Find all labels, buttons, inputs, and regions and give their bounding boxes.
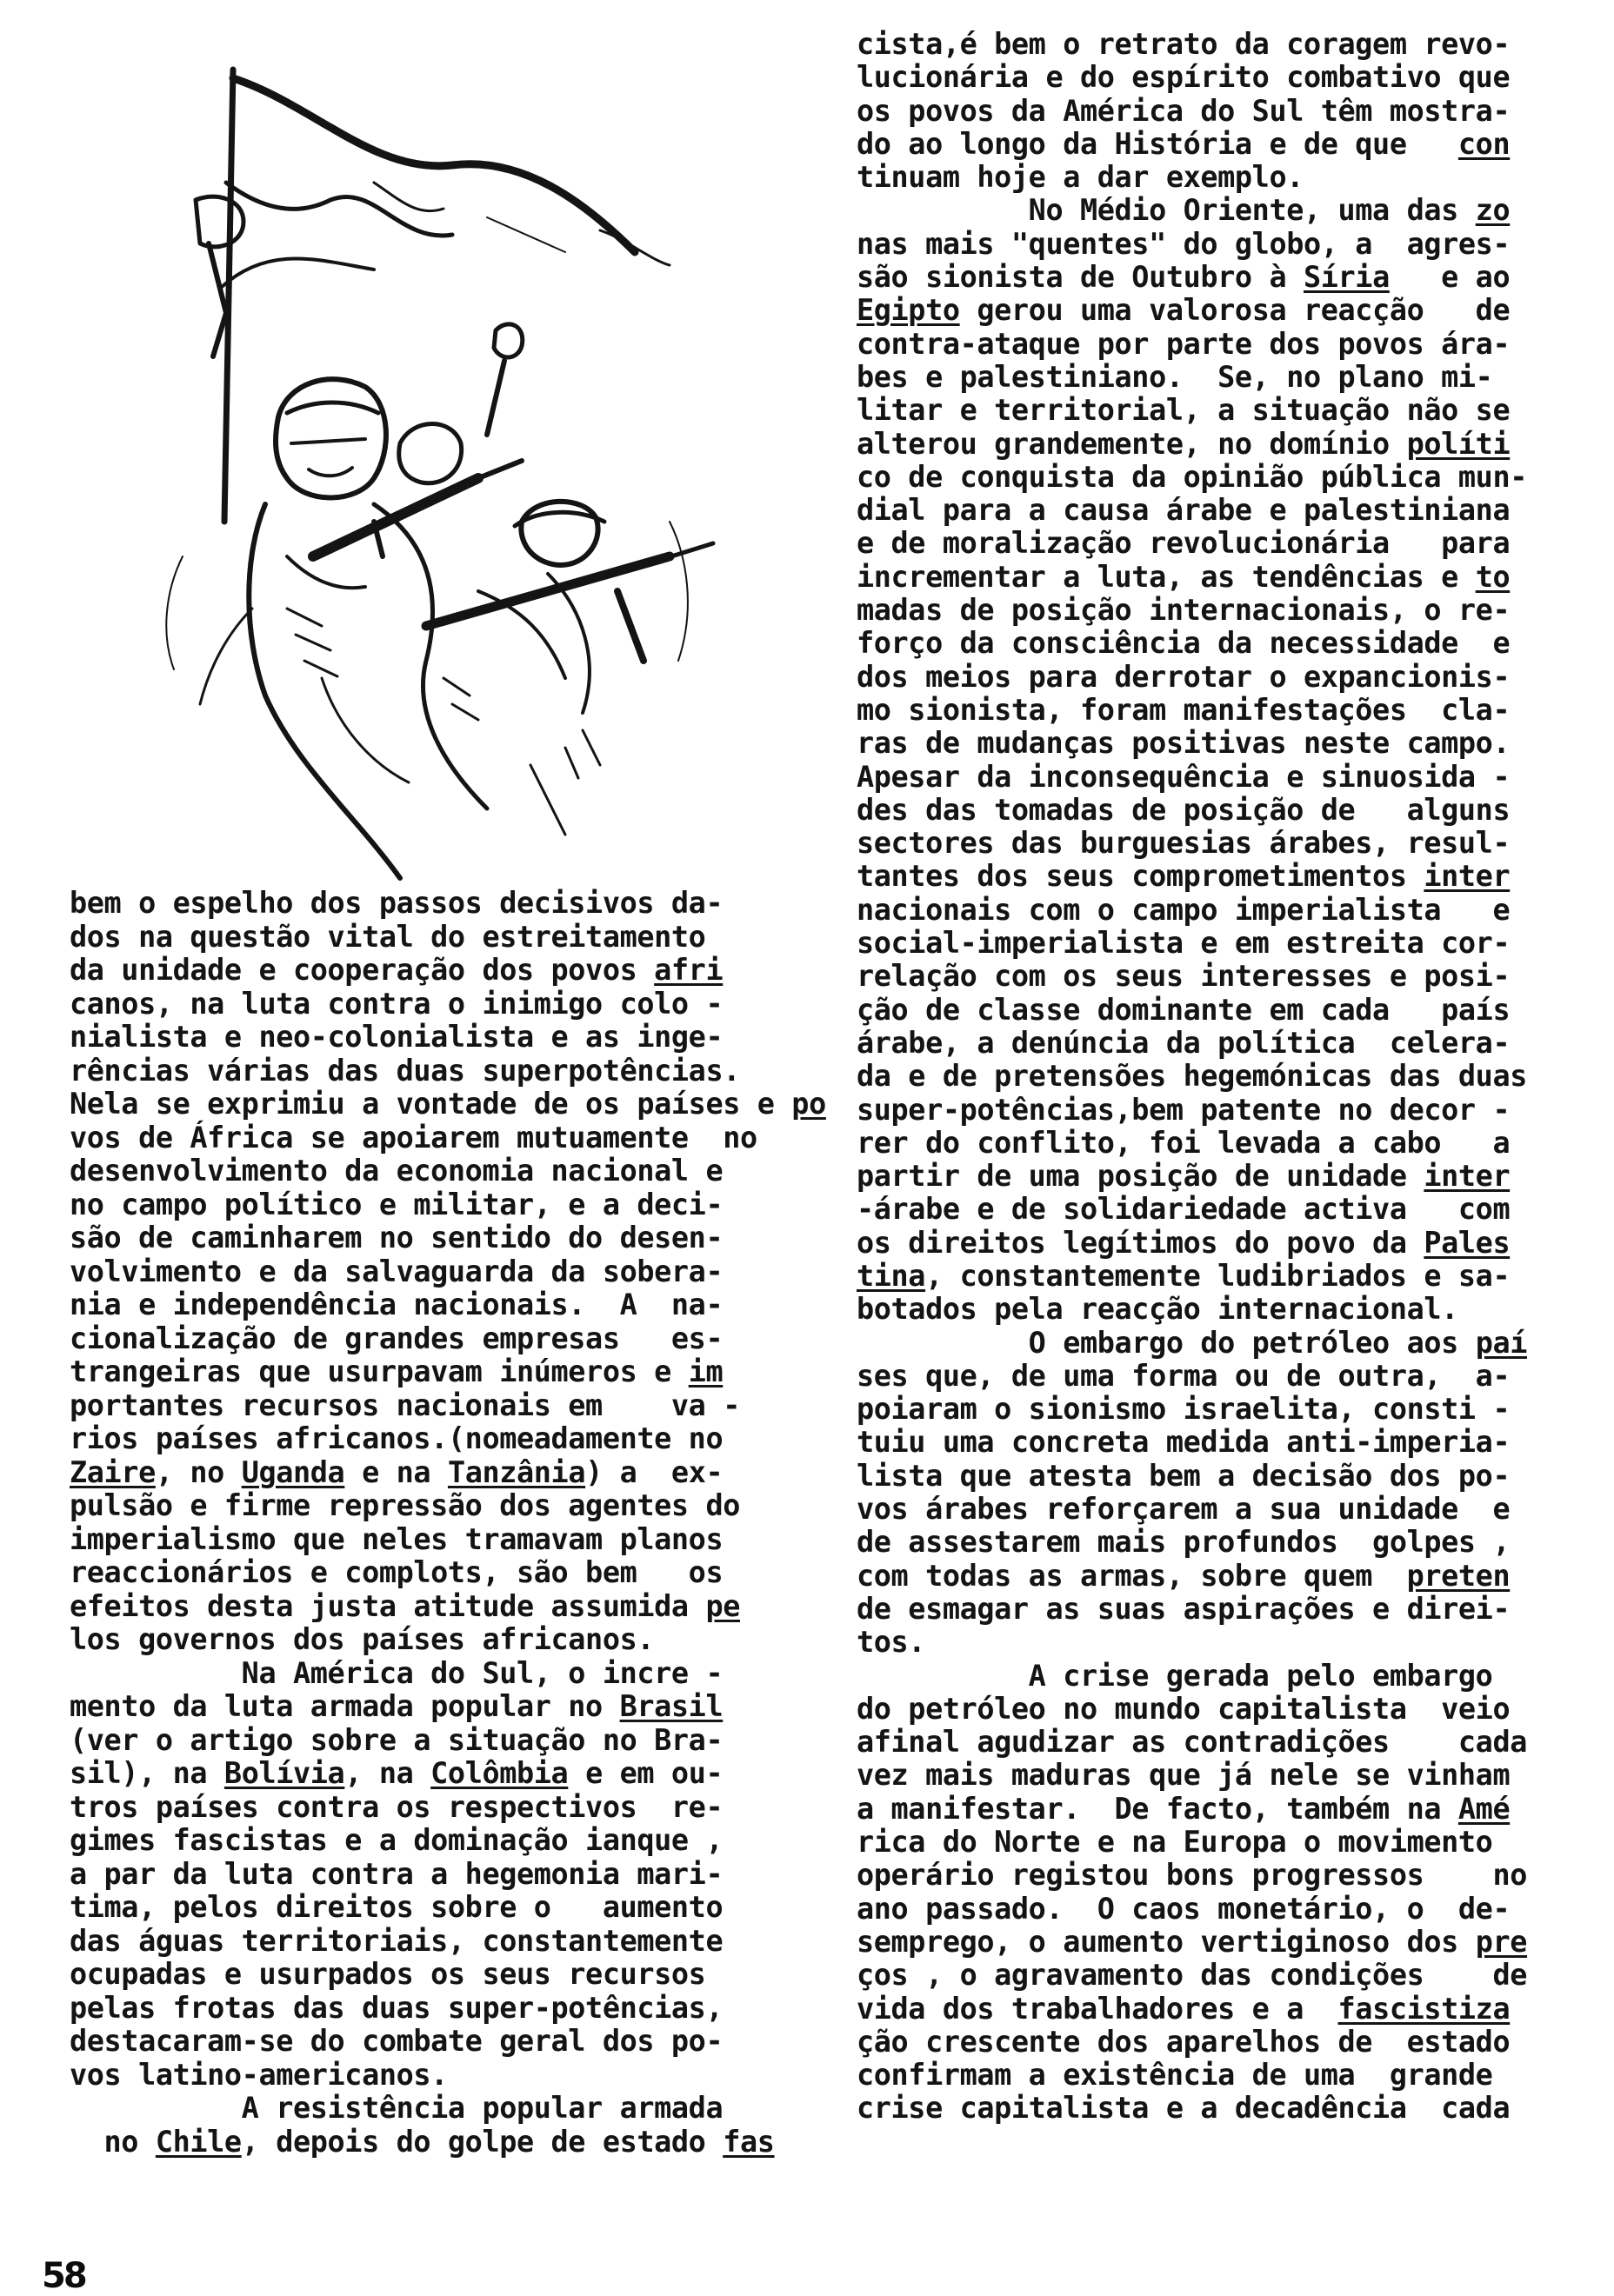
right-column-line	[857, 661, 1587, 694]
left-column-line	[70, 1322, 791, 1356]
text-run: lista que atesta bem a decisão dos po-	[857, 1458, 1511, 1493]
underlined-text: pre	[1475, 1924, 1527, 1959]
text-run: pulsão e firme repressão dos agentes do	[70, 1488, 740, 1522]
right-column-line	[857, 61, 1587, 94]
text-run: ção de classe dominante em cada país	[857, 992, 1511, 1027]
underlined-text: inter	[1424, 1159, 1511, 1194]
left-column-line	[70, 1657, 791, 1691]
text-run: nas mais "quentes" do globo, a agres-	[857, 226, 1511, 261]
text-run: são sionista de Outubro à	[857, 260, 1304, 295]
underlined-text: zo	[1475, 193, 1511, 228]
text-run: vos de África se apoiarem mutuamente no	[70, 1120, 757, 1155]
left-column-text	[70, 886, 826, 2159]
left-column-line	[70, 1288, 791, 1322]
underlined-text: Bolívia	[223, 1756, 345, 1790]
right-column-line	[857, 194, 1587, 227]
right-column-line	[857, 1560, 1587, 1593]
text-run: tos.	[857, 1625, 926, 1660]
right-column-line	[857, 128, 1587, 161]
text-run: mo sionista, foram manifestações cla-	[857, 692, 1511, 727]
text-run: ano passado. O caos monetário, o de-	[857, 1891, 1511, 1926]
right-column-line	[857, 1160, 1587, 1193]
underlined-text: Zaire	[70, 1454, 156, 1489]
right-column-line	[857, 1027, 1587, 1060]
text-run: da e de pretensões hegemónicas das duas	[857, 1059, 1527, 1094]
underlined-text: po	[791, 1087, 826, 1121]
underlined-text: fascistiza	[1337, 1991, 1511, 2026]
right-column-line	[857, 1959, 1587, 1992]
left-column-line	[70, 1958, 791, 1992]
text-run: des das tomadas de posição de alguns	[857, 792, 1511, 827]
text-run: Nela se exprimiu a vontade de os países e	[70, 1087, 792, 1121]
text-run: sectores das burguesias árabes, resul-	[857, 826, 1511, 861]
text-run: tros países contra os respectivos re-	[70, 1789, 724, 1824]
text-run: tima, pelos direitos sobre o aumento	[70, 1890, 724, 1924]
left-column-line	[70, 988, 791, 1022]
left-column-line	[70, 2025, 791, 2059]
text-run: rências várias das duas superpotências.	[70, 1053, 740, 1088]
left-column-line	[70, 954, 791, 988]
right-column-line	[857, 994, 1587, 1027]
text-run: canos, na luta contra o inimigo colo -	[70, 986, 724, 1021]
right-column-line	[857, 694, 1587, 727]
left-column-line	[70, 2092, 791, 2126]
text-run: mento da luta armada popular no	[70, 1689, 620, 1723]
right-column-line	[857, 1094, 1587, 1127]
text-run: ços , o agravamento das condições de	[857, 1958, 1527, 1993]
text-run: e de moralização revolucionária para	[857, 526, 1511, 561]
left-column-line	[70, 1422, 791, 1456]
text-run: nacionais com o campo imperialista e	[857, 892, 1511, 927]
text-run: e em ou-	[568, 1756, 724, 1790]
left-column-line	[70, 1791, 791, 1825]
underlined-text: afri	[654, 953, 724, 987]
right-column-line	[857, 1393, 1587, 1426]
right-column-line	[857, 1227, 1587, 1260]
text-run: relação com os seus interesses e posi-	[857, 959, 1511, 994]
text-run: efeitos desta justa atitude assumida	[70, 1588, 706, 1623]
text-run: com todas as armas, sobre quem	[857, 1558, 1407, 1593]
right-column-line	[857, 761, 1587, 794]
left-column-line	[70, 1992, 791, 2026]
right-column-line	[857, 894, 1587, 927]
left-column-line	[70, 2126, 791, 2160]
right-column-line	[857, 1526, 1587, 1559]
text-run: e na	[344, 1454, 448, 1489]
text-run: co de conquista da opinião pública mun-	[857, 459, 1527, 494]
text-run: , constantemente ludibriados e sa-	[925, 1258, 1511, 1293]
right-column-line	[857, 95, 1587, 128]
text-run: A resistência popular armada	[70, 2091, 724, 2125]
underlined-text: inter	[1424, 859, 1511, 894]
left-column-line	[70, 1489, 791, 1523]
right-column-line	[857, 1127, 1587, 1160]
left-column-line	[70, 1724, 791, 1758]
right-column-line	[857, 927, 1587, 960]
text-run: rer do conflito, foi levada a cabo a	[857, 1125, 1511, 1160]
text-run: alterou grandemente, no domínio	[857, 426, 1407, 461]
text-run: O embargo do petróleo aos	[857, 1325, 1476, 1360]
text-run: lucionária e do espírito combativo que	[857, 60, 1511, 95]
text-run: operário registou bons progressos no	[857, 1858, 1527, 1893]
revolutionaries-with-flag-icon	[113, 70, 774, 878]
text-run: crise capitalista e a decadência cada	[857, 2091, 1511, 2126]
text-run: incrementar a luta, as tendências e	[857, 559, 1476, 594]
right-column-line	[857, 2092, 1587, 2125]
right-column-line	[857, 261, 1587, 294]
underlined-text: Síria	[1304, 260, 1390, 295]
text-run: portantes recursos nacionais em va -	[70, 1388, 740, 1422]
text-run: do ao longo da História e de que	[857, 126, 1458, 161]
left-column-line	[70, 1155, 791, 1188]
right-column-line	[857, 161, 1587, 194]
underlined-text: to	[1475, 559, 1511, 594]
right-column-line	[857, 1193, 1587, 1226]
left-column-line	[70, 1355, 791, 1389]
underlined-text: fas	[723, 2124, 775, 2159]
text-run: a manifestar. De facto, também na	[857, 1791, 1458, 1826]
left-column-line	[70, 1389, 791, 1423]
right-column-line	[857, 361, 1587, 394]
text-run: Apesar da inconsequência e sinuosida -	[857, 759, 1511, 794]
left-column-line	[70, 1221, 791, 1255]
text-run: ses que, de uma forma ou de outra, a-	[857, 1358, 1511, 1393]
left-column-line	[70, 1055, 791, 1088]
text-run: dos meios para derrotar o expancionis-	[857, 659, 1511, 694]
underlined-text: paí	[1475, 1325, 1527, 1360]
underlined-text: Pales	[1424, 1225, 1511, 1260]
text-run: vez mais maduras que já nele se vinham	[857, 1758, 1511, 1793]
left-column-line	[70, 1021, 791, 1055]
text-run: ocupadas e usurpados os seus recursos	[70, 1957, 706, 1991]
left-column-line	[70, 1188, 791, 1222]
text-run: tuiu uma concreta medida anti-imperia-	[857, 1425, 1511, 1460]
text-run: tinuam hoje a dar exemplo.	[857, 160, 1304, 195]
text-run: reaccionários e complots, são bem os	[70, 1555, 724, 1589]
text-run: de assestarem mais profundos golpes ,	[857, 1525, 1511, 1560]
text-run: a par da luta contra a hegemonia mari-	[70, 1856, 724, 1891]
right-column-line	[857, 1759, 1587, 1792]
text-run: tantes dos seus comprometimentos	[857, 859, 1424, 894]
right-column-line	[857, 1360, 1587, 1393]
text-run: do petróleo no mundo capitalista veio	[857, 1691, 1511, 1726]
left-column-line	[70, 1121, 791, 1155]
left-column-line	[70, 1087, 826, 1121]
right-column-line	[857, 461, 1587, 494]
text-run: da unidade e cooperação dos povos	[70, 953, 655, 987]
right-column-line	[857, 1260, 1587, 1293]
text-run: A crise gerada pelo embargo	[857, 1658, 1493, 1693]
underlined-text: Brasil	[619, 1689, 724, 1723]
right-column-text	[857, 28, 1587, 2126]
underlined-text: tina	[857, 1258, 926, 1293]
left-column-line	[70, 1523, 791, 1557]
left-column-line	[70, 1757, 791, 1791]
text-run: bes e palestiniano. Se, no plano mi-	[857, 359, 1493, 394]
right-column-line	[857, 1460, 1587, 1493]
underlined-text: Amé	[1457, 1791, 1511, 1826]
text-run: Na América do Sul, o incre -	[70, 1655, 724, 1690]
page-number: 58	[42, 2256, 85, 2296]
right-column-line	[857, 794, 1587, 827]
left-column-line	[70, 1925, 791, 1959]
text-run: cionalização de grandes empresas es-	[70, 1321, 724, 1355]
right-column-line	[857, 2059, 1587, 2092]
right-column-line	[857, 328, 1587, 361]
left-column-line	[70, 1690, 791, 1724]
text-run: sil), na	[70, 1756, 224, 1790]
text-run: semprego, o aumento vertiginoso dos	[857, 1924, 1476, 1959]
left-column-line	[70, 887, 791, 921]
text-run: , depois do golpe de estado	[241, 2124, 724, 2159]
right-column-line	[857, 1327, 1587, 1360]
underlined-text: políti	[1406, 426, 1511, 461]
text-run: nialista e neo-colonialista e as inge-	[70, 1020, 724, 1054]
right-column-line	[857, 494, 1587, 527]
right-column-line	[857, 1493, 1587, 1526]
left-column-line	[70, 1456, 791, 1490]
right-column-line	[857, 1926, 1587, 1959]
text-run: desenvolvimento da economia nacional e	[70, 1154, 724, 1188]
underlined-text: Egipto	[857, 293, 960, 328]
text-run: partir de uma posição de unidade	[857, 1159, 1424, 1194]
text-run: , no	[155, 1454, 242, 1489]
text-run: no campo político e militar, e a deci-	[70, 1187, 724, 1221]
text-run: os direitos legítimos do povo da	[857, 1225, 1424, 1260]
text-run: árabe, a denúncia da política celera-	[857, 1025, 1511, 1060]
text-run: e ao	[1389, 260, 1511, 295]
text-run: dos na questão vital do estreitamento	[70, 919, 706, 954]
text-run: trangeiras que usurpavam inúmeros e	[70, 1354, 689, 1388]
text-run: social-imperialista e em estreita cor-	[857, 926, 1511, 961]
right-column-line	[857, 827, 1587, 860]
right-column-line	[857, 2026, 1587, 2059]
text-run: super-potências,bem patente no decor -	[857, 1092, 1511, 1127]
right-column-line	[857, 28, 1587, 61]
text-run: no	[70, 2124, 156, 2159]
text-run: rios países africanos.(nomeadamente no	[70, 1421, 724, 1455]
right-column-line	[857, 1859, 1587, 1892]
text-run: são de caminharem no sentido do desen-	[70, 1221, 724, 1254]
left-column-line	[70, 1590, 791, 1624]
text-run: ) a ex-	[585, 1454, 724, 1489]
text-run: nia e independência nacionais. A na-	[70, 1288, 724, 1321]
right-column-line	[857, 1426, 1587, 1459]
text-run: los governos dos países africanos.	[70, 1622, 655, 1656]
text-run: pelas frotas das duas super-potências,	[70, 1990, 724, 2025]
underlined-text: con	[1457, 126, 1511, 161]
left-column-line	[70, 1858, 791, 1892]
underlined-text: Colômbia	[430, 1756, 569, 1790]
left-column-line	[70, 1891, 791, 1925]
text-run: vos árabes reforçarem a sua unidade e	[857, 1492, 1511, 1527]
right-column-line	[857, 1626, 1587, 1659]
text-run: madas de posição internacionais, o re-	[857, 593, 1511, 628]
text-run: gerou uma valorosa reacção de	[959, 293, 1511, 328]
underlined-text: pe	[705, 1588, 740, 1623]
right-column-line	[857, 594, 1587, 627]
right-column-line	[857, 428, 1587, 461]
right-column-line	[857, 1293, 1587, 1326]
text-run: destacaram-se do combate geral dos po-	[70, 2024, 724, 2058]
text-run: de esmagar as suas aspirações e direi-	[857, 1591, 1511, 1626]
text-run: imperialismo que neles tramavam planos	[70, 1521, 724, 1556]
right-column-line	[857, 228, 1587, 261]
right-column-line	[857, 294, 1587, 327]
text-run: confirmam a existência de uma grande	[857, 2058, 1493, 2093]
text-run: No Médio Oriente, uma das	[857, 193, 1476, 228]
text-run: , na	[344, 1756, 431, 1790]
underlined-text: preten	[1406, 1558, 1511, 1593]
underlined-text: Chile	[155, 2124, 242, 2159]
text-run: das águas territoriais, constantemente	[70, 1923, 724, 1958]
right-column-line	[857, 1660, 1587, 1693]
right-column-line	[857, 960, 1587, 993]
underlined-text: im	[688, 1354, 724, 1388]
left-column-line	[70, 1623, 791, 1657]
text-run: poiaram o sionismo israelita, consti -	[857, 1392, 1511, 1427]
text-run: bem o espelho dos passos decisivos da-	[70, 886, 724, 920]
right-column-line	[857, 727, 1587, 760]
right-column-line	[857, 1893, 1587, 1926]
text-run: botados pela reacção internacional.	[857, 1292, 1458, 1327]
text-run: dial para a causa árabe e palestiniana	[857, 493, 1511, 528]
text-run: gimes fascistas e a dominação ianque ,	[70, 1823, 724, 1857]
text-run: rica do Norte e na Europa o movimento	[857, 1825, 1493, 1860]
underlined-text: Uganda	[241, 1454, 345, 1489]
right-column-line	[857, 1793, 1587, 1826]
text-run: vos latino-americanos.	[70, 2057, 448, 2092]
right-column-line	[857, 1993, 1587, 2026]
text-run: afinal agudizar as contradições cada	[857, 1725, 1527, 1760]
left-column-line	[70, 1824, 791, 1858]
underlined-text: Tanzânia	[447, 1454, 586, 1489]
left-column-line	[70, 921, 791, 955]
text-run: contra-ataque por parte dos povos ára-	[857, 326, 1511, 361]
left-column-line	[70, 1556, 791, 1590]
right-column-line	[857, 561, 1587, 594]
text-run: forço da consciência da necessidade e	[857, 626, 1511, 661]
left-column-line	[70, 2059, 791, 2093]
right-column-line	[857, 1060, 1587, 1093]
right-column-line	[857, 627, 1587, 660]
right-column-line	[857, 860, 1587, 893]
text-run: -árabe e de solidariedade activa com	[857, 1192, 1511, 1227]
right-column-line	[857, 1593, 1587, 1626]
left-column-line	[70, 1255, 791, 1289]
text-run: os povos da América do Sul têm mostra-	[857, 93, 1511, 128]
right-column-line	[857, 527, 1587, 560]
text-run: ras de mudanças positivas neste campo.	[857, 726, 1511, 761]
right-column-line	[857, 1726, 1587, 1759]
text-run: volvimento e da salvaguarda da sobera-	[70, 1254, 724, 1288]
text-run: cista,é bem o retrato da coragem revo-	[857, 27, 1511, 61]
text-run: vida dos trabalhadores e a	[857, 1991, 1338, 2026]
text-run: litar e territorial, a situação não se	[857, 393, 1511, 428]
text-run: (ver o artigo sobre a situação no Bra-	[70, 1722, 724, 1757]
text-run: ção crescente dos aparelhos de estado	[857, 2024, 1511, 2059]
right-column-line	[857, 1693, 1587, 1726]
right-column-line	[857, 1826, 1587, 1859]
right-column-line	[857, 394, 1587, 427]
